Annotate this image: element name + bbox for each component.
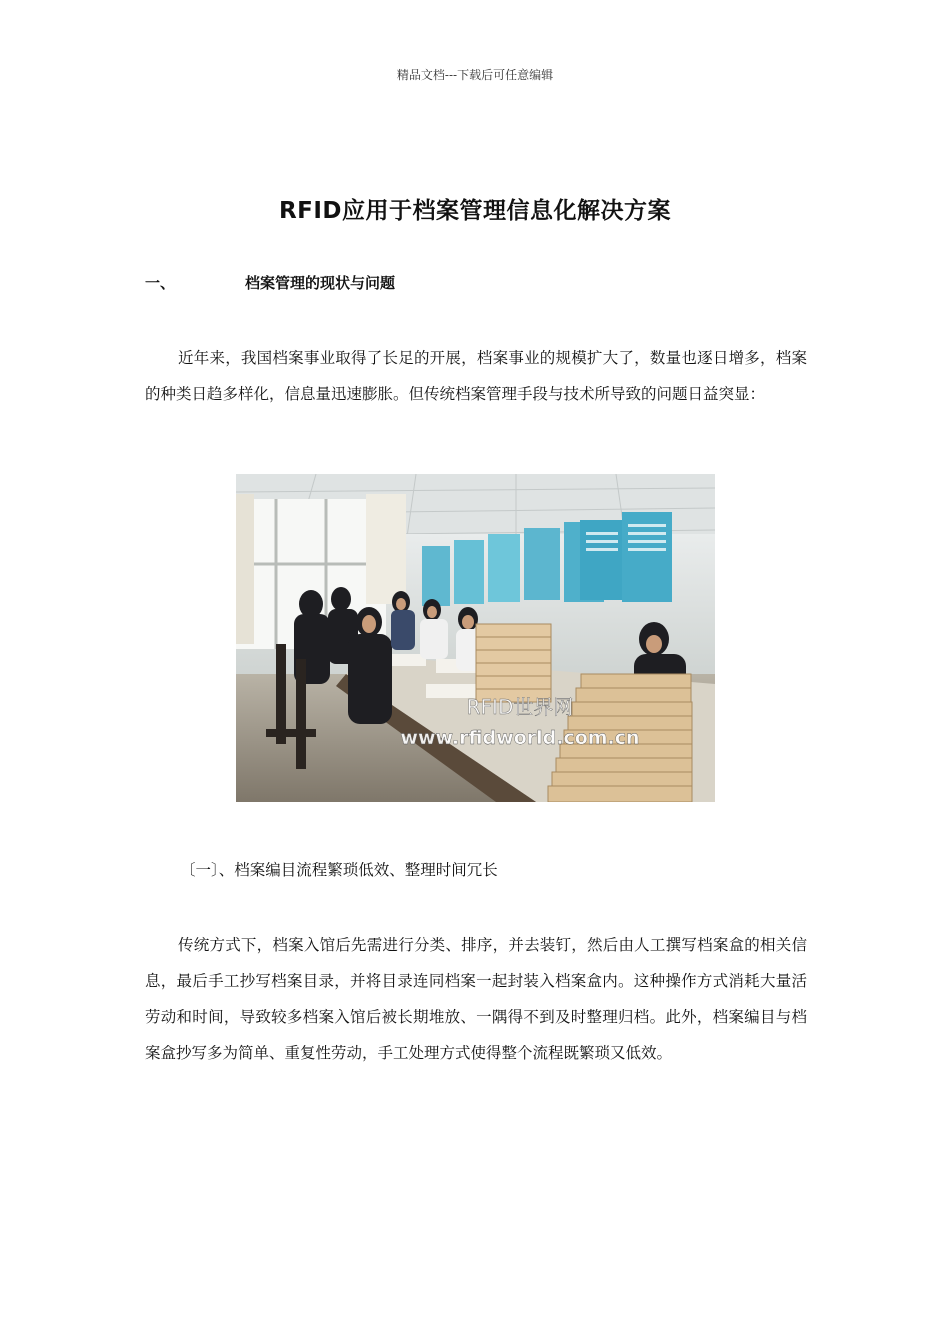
section-title: 档案管理的现状与问题 <box>245 274 396 292</box>
section-number: 一、 <box>145 274 176 292</box>
paragraph-intro: 近年来，我国档案事业取得了长足的开展，档案事业的规模扩大了，数量也逐日增多，档案的种类日趋多样化，信息量迅速膨胀。但传统档案管理手段与技术所导致的问题日益突显： <box>145 349 807 403</box>
photo-watermark-url: www.rfidworld.com.cn <box>400 727 640 749</box>
page-header: 精品文档---下载后可任意编辑 <box>396 68 554 82</box>
office-archive-photo <box>236 474 715 802</box>
document-title: RFID应用于档案管理信息化解决方案 <box>278 198 672 224</box>
photo-watermark-brand: RFID世界网 <box>466 695 574 719</box>
paragraph-cataloging: 传统方式下，档案入馆后先需进行分类、排序，并去装钉，然后由人工撰写档案盒的相关信息，最后手工抄写档案目录，并将目录连同档案一起封装入档案盒内。这种操作方式消耗大量活劳动和时间，导致较多档案入馆后被长期堆放、一隅得不到及时整理归档。此外，档案编目与档案盒抄写多为简单、重复性劳动，手工处理方式使得整个流程既繁琐又低效。 <box>145 936 807 1062</box>
subsection-heading: 〔一〕、档案编目流程繁琐低效、整理时间冗长 <box>180 861 498 879</box>
